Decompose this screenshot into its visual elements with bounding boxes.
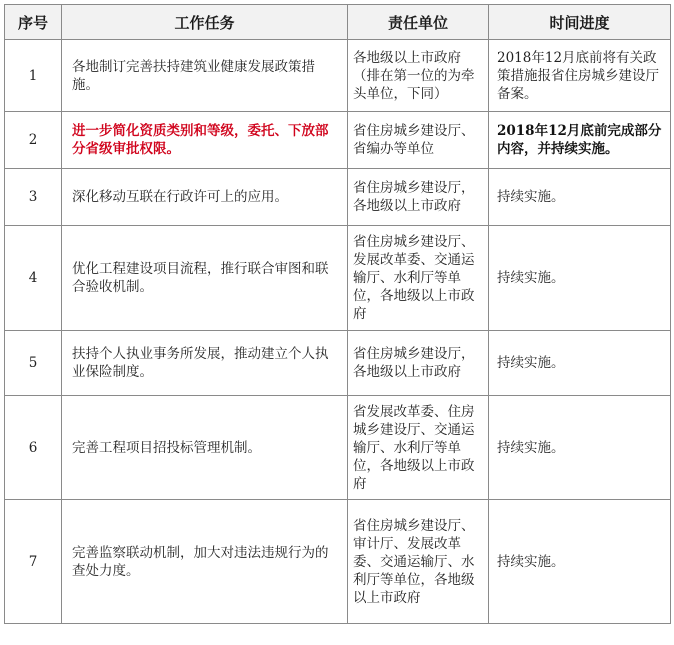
table-row: [5, 226, 671, 331]
row-number: 5: [5, 331, 62, 396]
row-number: 4: [5, 226, 62, 331]
row-number: 3: [5, 169, 62, 226]
unit-cell: 省住房城乡建设厅、省编办等单位: [348, 112, 489, 169]
row-number: 2: [5, 112, 62, 169]
task-table-container: [4, 4, 671, 624]
task-cell: 扶持个人执业事务所发展，推动建立个人执业保险制度。: [62, 331, 348, 396]
progress-cell: 持续实施。: [489, 331, 671, 396]
row-number: 1: [5, 40, 62, 112]
progress-cell: 持续实施。: [489, 396, 671, 500]
progress-cell-bold: 2018年12月底前完成部分内容，并持续实施。: [489, 112, 671, 169]
row-number: 6: [5, 396, 62, 500]
header-unit: 责任单位: [348, 5, 489, 40]
table-row: [5, 396, 671, 500]
progress-cell: 2018年12月底前将有关政策措施报省住房城乡建设厅备案。: [489, 40, 671, 112]
unit-cell: 省住房城乡建设厅，各地级以上市政府: [348, 331, 489, 396]
unit-cell: 各地级以上市政府（排在第一位的为牵头单位，下同）: [348, 40, 489, 112]
task-table: [4, 4, 671, 624]
unit-cell: 省住房城乡建设厅、审计厅、发展改革委、交通运输厅、水利厅等单位，各地级以上市政府: [348, 500, 489, 624]
task-cell: 完善监察联动机制，加大对违法违规行为的查处力度。: [62, 500, 348, 624]
progress-cell: 持续实施。: [489, 500, 671, 624]
unit-cell: 省住房城乡建设厅、发展改革委、交通运输厅、水利厅等单位，各地级以上市政府: [348, 226, 489, 331]
header-task: 工作任务: [62, 5, 348, 40]
unit-cell: 省住房城乡建设厅，各地级以上市政府: [348, 169, 489, 226]
table-row: [5, 112, 671, 169]
table-row: [5, 500, 671, 624]
task-cell-highlighted: 进一步简化资质类别和等级，委托、下放部分省级审批权限。: [62, 112, 348, 169]
progress-cell: 持续实施。: [489, 169, 671, 226]
task-cell: 完善工程项目招投标管理机制。: [62, 396, 348, 500]
task-cell: 优化工程建设项目流程，推行联合审图和联合验收机制。: [62, 226, 348, 331]
table-row: [5, 331, 671, 396]
header-progress: 时间进度: [489, 5, 671, 40]
row-number: 7: [5, 500, 62, 624]
progress-cell: 持续实施。: [489, 226, 671, 331]
task-cell: 各地制订完善扶持建筑业健康发展政策措施。: [62, 40, 348, 112]
task-cell: 深化移动互联在行政许可上的应用。: [62, 169, 348, 226]
header-no: 序号: [5, 5, 62, 40]
table-row: [5, 169, 671, 226]
unit-cell: 省发展改革委、住房城乡建设厅、交通运输厅、水利厅等单位，各地级以上市政府: [348, 396, 489, 500]
table-row: [5, 40, 671, 112]
header-row: [5, 5, 671, 40]
